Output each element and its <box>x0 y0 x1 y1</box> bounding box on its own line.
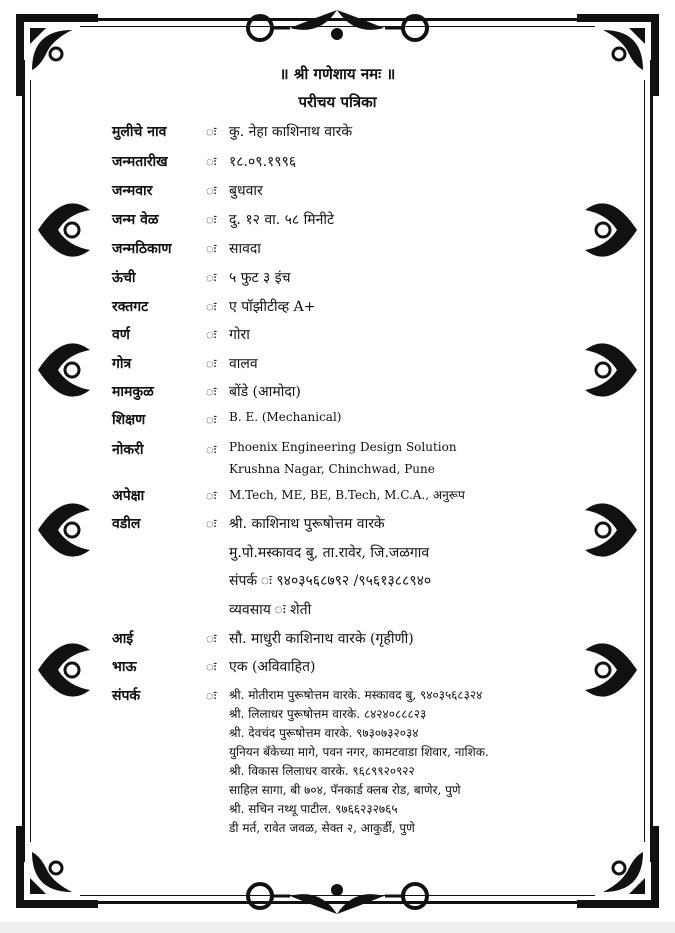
field-label: वर्ण <box>112 327 130 343</box>
frame-left-line <box>22 60 25 862</box>
field-label: शिक्षण <box>112 412 146 428</box>
field-separator: ः <box>206 300 217 315</box>
invocation-heading: ॥ श्री गणेशाय नमः ॥ <box>279 65 396 83</box>
bottom-scroll-ornament-icon <box>220 874 455 918</box>
field-value: १८.०९.१९९६ <box>229 154 297 170</box>
corner-ornament-top-left-icon <box>12 10 102 100</box>
contact-line: डी मर्त, रावेत जवळ, सेक्त २, आकुर्डी, पुणे <box>229 821 415 835</box>
contact-line: युनियन बँकेच्या मागे, पवन नगर, कामटवाडा शिवार, नाशिक. <box>229 745 489 759</box>
field-value: कु. नेहा काशिनाथ वारके <box>229 124 353 140</box>
top-scroll-ornament-icon <box>220 6 455 50</box>
contact-line: श्री. देवचंद पुरूषोत्तम वारके. ९७३०७३२०३४ <box>229 726 419 740</box>
field-label: अपेक्षा <box>112 488 145 504</box>
job-line: Krushna Nagar, Chinchwad, Pune <box>229 462 435 476</box>
contact-line: श्री. मोतीराम पुरूषोत्तम वारके. मस्कावद बु, ९४०३५६८३२४ <box>229 688 483 702</box>
field-separator: ः <box>206 517 217 532</box>
field-separator: ः <box>206 443 217 458</box>
field-label: वडील <box>112 516 141 532</box>
field-separator: ः <box>206 155 217 170</box>
side-floral-ornament-left-4-icon <box>34 620 94 720</box>
contact-line: श्री. लिलाधर पुरूषोत्तम वारके. ८४२४०८८८२३ <box>229 707 427 721</box>
field-label: जन्म वेळ <box>112 212 159 228</box>
job-line: Phoenix Engineering Design Solution <box>229 440 457 454</box>
contact-line: साहिल सागा, बी ७०४, पॅनकार्ड क्लब रोड, बाणेर, पुणे <box>229 783 461 797</box>
field-label: संपर्क <box>112 688 141 704</box>
field-value: B. E. (Mechanical) <box>229 410 342 424</box>
field-label: मामकुळ <box>112 384 154 400</box>
side-floral-ornament-right-1-icon <box>581 180 641 280</box>
side-floral-ornament-right-2-icon <box>581 320 641 420</box>
father-line: मु.पो.मस्कावद बु, ता.रावेर, जि.जळगाव <box>229 545 430 561</box>
frame-left-inner-line <box>30 80 31 842</box>
field-separator: ः <box>206 689 217 704</box>
field-label: मुलीचे नाव <box>112 124 167 140</box>
corner-ornament-bottom-left-icon <box>12 822 102 912</box>
side-floral-ornament-right-4-icon <box>581 620 641 720</box>
field-label: नोकरी <box>112 442 144 458</box>
field-label: जन्मवार <box>112 183 153 199</box>
field-separator: ः <box>206 184 217 199</box>
field-label: गोत्र <box>112 356 132 372</box>
field-value: एक (अविवाहित) <box>229 659 316 675</box>
field-label: जन्मतारीख <box>112 154 168 170</box>
field-label: रक्तगट <box>112 299 149 315</box>
contact-line: श्री. विकास लिलाधर वारके. ९६८९९२०९२२ <box>229 764 415 778</box>
frame-right-inner-line <box>644 80 645 842</box>
field-separator: ः <box>206 413 217 428</box>
field-label: आई <box>112 631 134 647</box>
father-line: श्री. काशिनाथ पुरूषोत्तम वारके <box>229 516 385 532</box>
field-value: ५ फुट ३ इंच <box>229 270 291 286</box>
side-floral-ornament-left-3-icon <box>34 480 94 580</box>
field-value: बोंडे (आमोदा) <box>229 384 301 400</box>
field-value: बुधवार <box>229 183 263 199</box>
frame-right-line <box>650 60 653 862</box>
father-line: संपर्क ः ९४०३५६८७९२ /९५६१३८८९४० <box>229 573 432 589</box>
field-label: ऊंची <box>112 270 136 286</box>
side-floral-ornament-right-3-icon <box>581 480 641 580</box>
field-value: वालव <box>229 356 258 372</box>
field-separator: ः <box>206 213 217 228</box>
field-separator: ः <box>206 271 217 286</box>
field-separator: ः <box>206 489 217 504</box>
field-separator: ः <box>206 632 217 647</box>
field-separator: ः <box>206 660 217 675</box>
field-value: सावदा <box>229 241 261 257</box>
field-value: M.Tech, ME, BE, B.Tech, M.C.A., अनुरूप <box>229 488 465 502</box>
field-separator: ः <box>206 385 217 400</box>
field-label: जन्मठिकाण <box>112 241 172 257</box>
side-floral-ornament-left-1-icon <box>34 180 94 280</box>
contact-line: श्री. सचिन नथ्थू पाटील. ९७६६२३२७६५ <box>229 802 398 816</box>
field-value: गोरा <box>229 327 250 343</box>
field-separator: ः <box>206 328 217 343</box>
field-separator: ः <box>206 125 217 140</box>
field-separator: ः <box>206 242 217 257</box>
father-line: व्यवसाय ः शेती <box>229 602 312 618</box>
page-title: परीचय पत्रिका <box>298 93 377 111</box>
corner-ornament-bottom-right-icon <box>573 822 663 912</box>
side-floral-ornament-left-2-icon <box>34 320 94 420</box>
field-label: भाऊ <box>112 659 137 675</box>
field-value: ए पॉझीटीव्ह A+ <box>229 299 316 315</box>
field-value: दु. १२ वा. ५८ मिनीटे <box>229 212 335 228</box>
corner-ornament-top-right-icon <box>573 10 663 100</box>
field-separator: ः <box>206 357 217 372</box>
field-value: सौ. माधुरी काशिनाथ वारके (गृहीणी) <box>229 631 414 647</box>
